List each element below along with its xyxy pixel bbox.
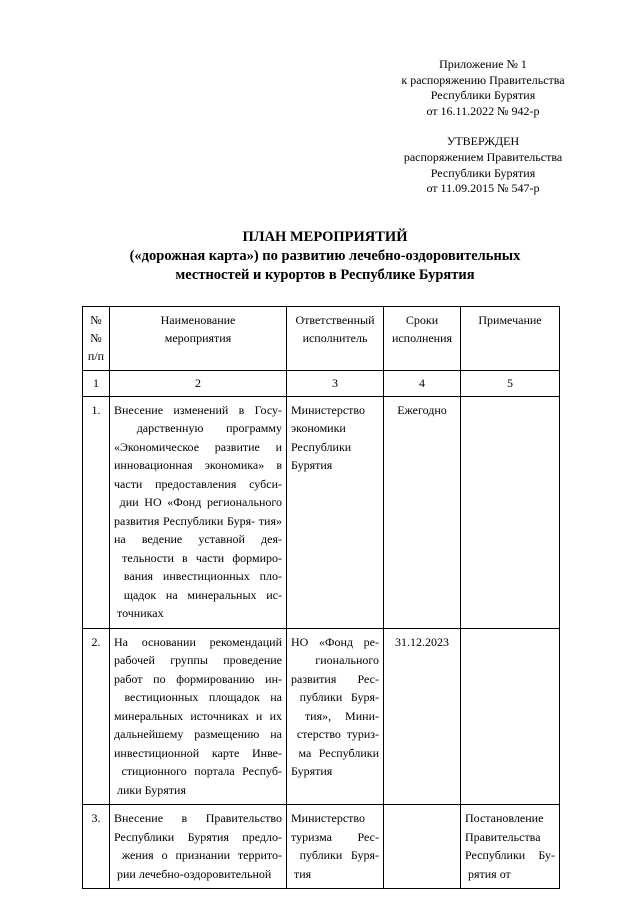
header-name-line-2: мероприятия [164, 331, 232, 345]
row-note [461, 396, 560, 628]
appendix-line-2: к распоряжению Правительства [401, 72, 565, 87]
header-note [461, 307, 560, 371]
column-number: 3 [287, 371, 384, 397]
row-name: Внесение в Правительство Республики Бурятия предло- жения о признании террито- рии лечебно-оздоровительной [110, 805, 287, 889]
row-responsible: НО «Фонд ре- гионального развития Рес- публики Буря- тия», Мини- стерство туриз- ма Республики Бурятия [287, 628, 384, 805]
row-term: 31.12.2023 [384, 628, 461, 805]
column-number-row [83, 371, 560, 397]
header-name-line-1: Наименование [160, 313, 236, 327]
header-responsible-line-2: исполнитель [302, 331, 368, 345]
table-row [83, 628, 560, 805]
appendix-line-3: Республики Бурятия [430, 88, 536, 103]
table-row [83, 805, 560, 889]
header-term-line-2: исполнения [391, 331, 453, 345]
header-responsible-line-1: Ответственный [295, 313, 375, 327]
approved-line-4: от 11.09.2015 № 547-р [426, 181, 540, 196]
row-term [384, 805, 461, 889]
header-note-label: Примечание [478, 313, 542, 327]
column-number: 2 [110, 371, 287, 397]
table-row [83, 396, 560, 628]
row-responsible: Министерство экономики Республики Бурятия [287, 396, 384, 628]
row-number: 1. [83, 396, 110, 628]
header-number [83, 307, 110, 371]
table-header-row [83, 307, 560, 371]
row-responsible: Министерство туризма Рес- публики Буря- тия [287, 805, 384, 889]
appendix-line-1: Приложение № 1 [439, 57, 527, 71]
appendix-block [382, 57, 584, 197]
title-line-3: местностей и курортов в Республике Бурятия [175, 267, 475, 283]
appendix-line-4: от 16.11.2022 № 942-р [426, 103, 540, 118]
header-number-line-1: №№ [90, 313, 102, 345]
approved-line-2: распоряжением Правительства [403, 149, 563, 164]
row-note [461, 628, 560, 805]
column-number: 5 [461, 371, 560, 397]
plan-table [82, 306, 560, 889]
approved-line-3: Республики Бурятия [430, 165, 536, 180]
column-number: 1 [83, 371, 110, 397]
document-title [60, 228, 590, 285]
row-term: Ежегодно [384, 396, 461, 628]
block-spacer [382, 119, 584, 134]
title-line-1: ПЛАН МЕРОПРИЯТИЙ [242, 229, 408, 245]
header-name [110, 307, 287, 371]
row-note: Постановление Правительства Республики Бу- рятия от [461, 805, 560, 889]
row-name: Внесение изменений в Госу- дарственную программу «Экономическое развитие и инновационная экономика» в части предоставления субси- дии НО «Фонд регионального развития Республики Буря- тия» на ведение уставной дея- тельности в части формиро- вания инвестиционных пло- щадок на минеральных ис- точниках [110, 396, 287, 628]
header-term [384, 307, 461, 371]
column-number: 4 [384, 371, 461, 397]
title-line-2: («дорожная карта») по развитию лечебно-оздоровительных [129, 248, 521, 264]
row-number: 2. [83, 628, 110, 805]
approved-line-1: УТВЕРЖДЕН [446, 134, 520, 149]
row-name: На основании рекомендаций рабочей группы проведение работ по формированию ин- вестиционных площадок на минеральных источниках и их дальнейшему размещению на инвестиционной карте Инве- стиционного портала Респуб- лики Бурятия [110, 628, 287, 805]
header-responsible [287, 307, 384, 371]
header-term-line-1: Сроки [405, 313, 439, 327]
header-number-line-2: п/п [87, 349, 105, 363]
row-number: 3. [83, 805, 110, 889]
